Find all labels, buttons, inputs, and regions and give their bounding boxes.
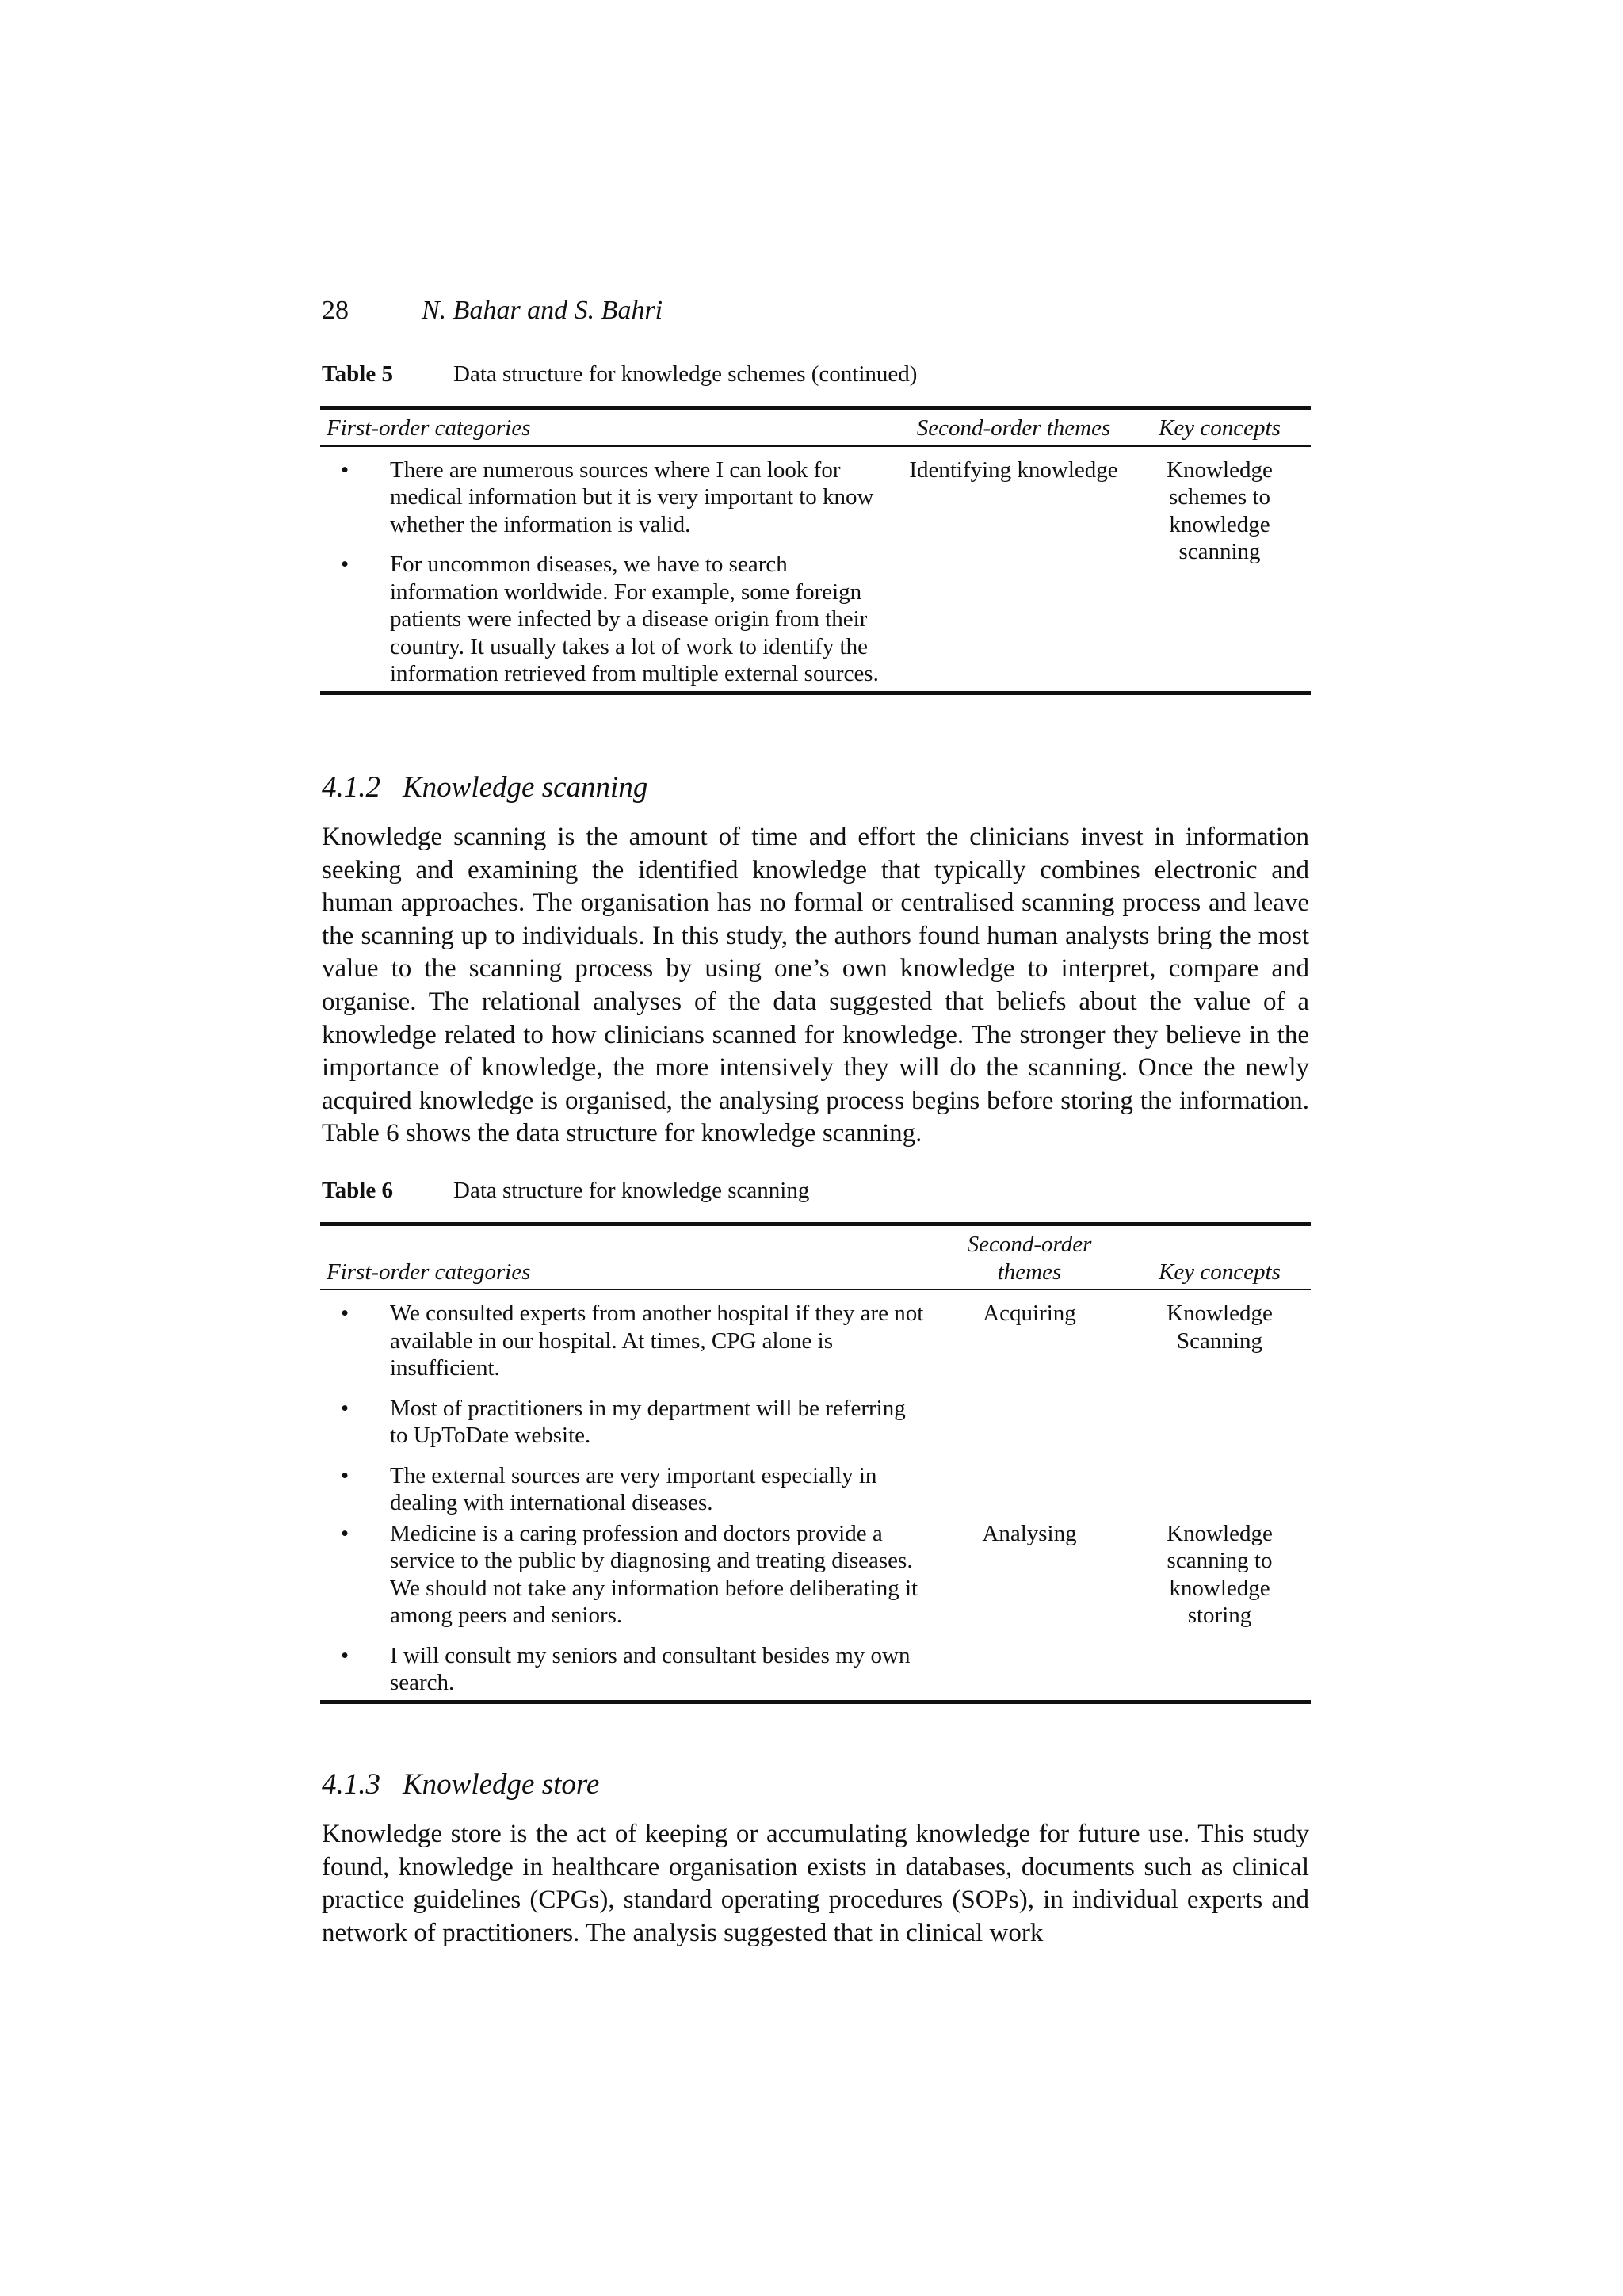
table6-first-order-cell bbox=[320, 1520, 930, 1702]
section-title: Knowledge scanning bbox=[403, 771, 648, 804]
table6-theme-cell: Acquiring bbox=[983, 1301, 1076, 1326]
table6-caption-text: Data structure for knowledge scanning bbox=[453, 1178, 810, 1203]
table5-first-order-cell bbox=[320, 446, 899, 693]
section-title: Knowledge store bbox=[403, 1768, 600, 1801]
running-header bbox=[322, 295, 663, 327]
table5-col-second-order: Second-order themes bbox=[916, 415, 1111, 441]
table5-col-key-concepts: Key concepts bbox=[1159, 415, 1281, 441]
list-item: • We consulted experts from another hospital if they are not available in our hospital. At times, CPG alone is insufficient. bbox=[341, 1301, 924, 1381]
list-item: • Medicine is a caring profession and doctors provide a service to the public by diagnosing and treating diseases. We should not take any information before deliberating it among peers and seniors. bbox=[341, 1520, 918, 1628]
table5-concept-cell: Knowledge schemes to knowledge scanning bbox=[1167, 457, 1273, 564]
list-item: • The external sources are very important especially in dealing with international diseases. bbox=[341, 1462, 877, 1515]
table5-theme-cell: Identifying knowledge bbox=[909, 457, 1118, 483]
section-number: 4.1.3 bbox=[322, 1768, 380, 1801]
section-4-1-3-paragraph: Knowledge store is the act of keeping or accumulating knowledge for future use. This study found, knowledge in healthcare organisation exists in databases, documents such as clinical practice guidelines (CPGs), standard operating procedures (SOPs), in individual experts and network of practitioners. The analysis suggested that in clinical work bbox=[322, 1820, 1309, 1947]
table6-concept-cell: Knowledge scanning to knowledge storing bbox=[1167, 1520, 1273, 1628]
table6-col-first-order: First-order categories bbox=[327, 1259, 531, 1285]
table6-header-row bbox=[320, 1224, 1311, 1290]
table6-concept-cell: Knowledge Scanning bbox=[1167, 1301, 1273, 1354]
page-number: 28 bbox=[322, 296, 349, 325]
bullet-icon: • bbox=[341, 1301, 349, 1326]
bullet-icon: • bbox=[341, 1520, 349, 1546]
table6-theme-cell: Analysing bbox=[982, 1520, 1077, 1546]
bullet-list bbox=[327, 457, 892, 688]
table5 bbox=[320, 406, 1311, 695]
table5-header-row bbox=[320, 408, 1311, 446]
section-heading-4-1-2 bbox=[322, 770, 647, 805]
table6-first-order-cell bbox=[320, 1289, 930, 1520]
bullet-icon: • bbox=[341, 1395, 349, 1421]
list-item: • There are numerous sources where I can look for medical information but it is very important to know whether the information is valid. bbox=[341, 457, 874, 537]
table-row bbox=[320, 446, 1311, 693]
section-heading-4-1-3 bbox=[322, 1767, 599, 1802]
table-row bbox=[320, 1289, 1311, 1520]
table6-col-second-order: Second-order themes bbox=[967, 1232, 1092, 1285]
bullet-icon: • bbox=[341, 457, 349, 483]
bullet-icon: • bbox=[341, 1642, 349, 1668]
bullet-icon: • bbox=[341, 552, 349, 577]
running-header-authors: N. Bahar and S. Bahri bbox=[422, 296, 663, 325]
table-row bbox=[320, 1520, 1311, 1702]
section-4-1-2-paragraph: Knowledge scanning is the amount of time and effort the clinicians invest in information seeking and examining the identified knowledge that typically combines electronic and human approaches. The organisation has no formal or centralised scanning process and leave the scanning up to individuals. In this study, the authors found human analysts bring the most value to the scanning process by using one’s own knowledge to interpret, compare and organise. The relational analyses of the data suggested that beliefs about the value of a knowledge related to how clinicians scanned for knowledge. The stronger they believe in the importance of knowledge, the more intensively they will do the scanning. Once the newly acquired knowledge is organised, the analysing process begins before storing the information. Table 6 shows the data structure for knowledge scanning. bbox=[322, 823, 1309, 1148]
table5-label: Table 5 bbox=[322, 361, 393, 387]
table6-col-key-concepts: Key concepts bbox=[1159, 1259, 1281, 1285]
list-item: • Most of practitioners in my department will be referring to UpToDate website. bbox=[341, 1395, 906, 1448]
bullet-list bbox=[327, 1300, 924, 1517]
table6-caption bbox=[322, 1176, 809, 1205]
table6-label: Table 6 bbox=[322, 1178, 393, 1203]
list-item: • For uncommon diseases, we have to search information worldwide. For example, some foreign patients were infected by a disease origin from their country. It usually takes a lot of work to identify the information retrieved from multiple external sources. bbox=[341, 552, 879, 686]
table5-col-first-order: First-order categories bbox=[327, 415, 531, 441]
list-item: • I will consult my seniors and consultant besides my own search. bbox=[341, 1642, 911, 1695]
section-number: 4.1.2 bbox=[322, 771, 380, 804]
bullet-list bbox=[327, 1520, 924, 1697]
bullet-icon: • bbox=[341, 1462, 349, 1488]
table5-caption-text: Data structure for knowledge schemes (continued) bbox=[453, 361, 918, 387]
table5-caption bbox=[322, 360, 917, 388]
table6 bbox=[320, 1222, 1311, 1704]
